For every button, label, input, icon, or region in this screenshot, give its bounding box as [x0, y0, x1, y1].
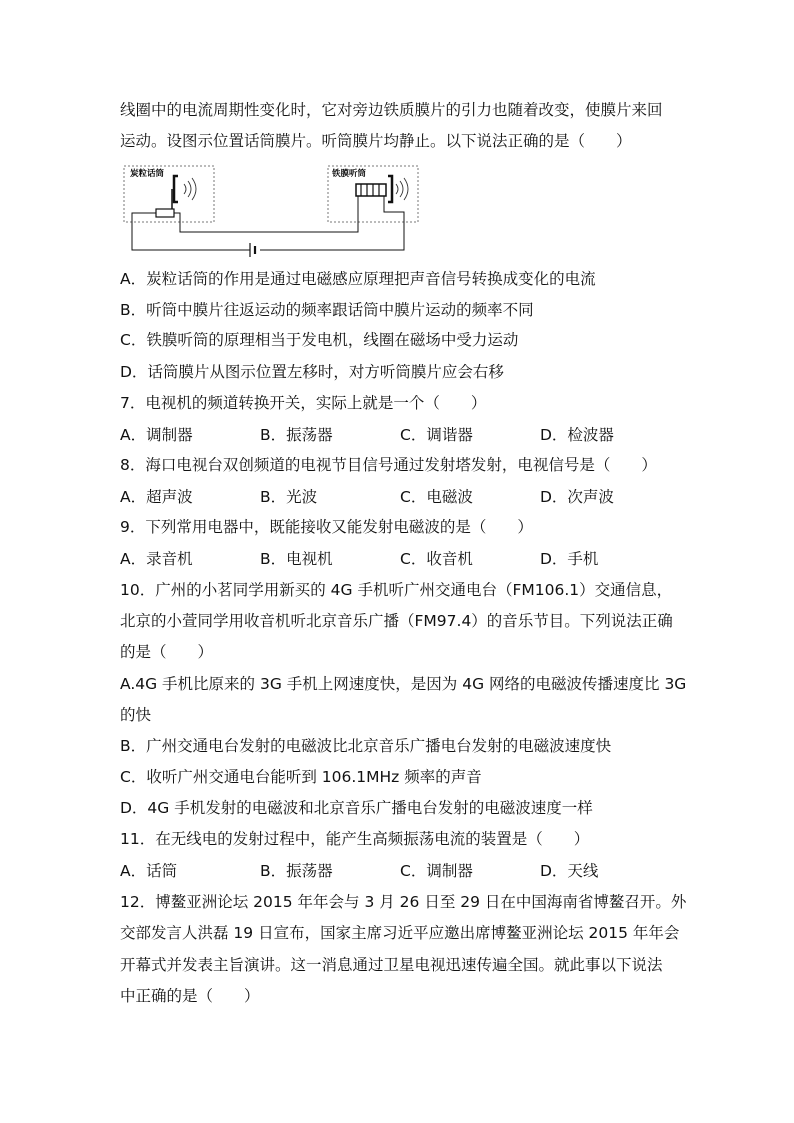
- q11-stem: 11．在无线电的发射过程中，能产生高频振荡电流的装置是（ ）: [120, 830, 590, 848]
- q10-option-a: A.4G 手机比原来的 3G 手机上网速度快，是因为 4G 网络的电磁波传播速度比 3G: [120, 675, 687, 693]
- q11-option-a: A．话筒: [120, 862, 178, 880]
- q9-option-a: A．录音机: [120, 550, 193, 568]
- q9-stem: 9．下列常用电器中，既能接收又能发射电磁波的是（ ）: [120, 518, 533, 536]
- q10-stem-line-1: 10．广州的小茗同学用新买的 4G 手机听广州交通电台（FM106.1）交通信息，: [120, 581, 673, 599]
- intro-line-1: 线圈中的电流周期性变化时，它对旁边铁质膜片的引力也随着改变，使膜片来回: [120, 101, 663, 119]
- q11-option-c: C．调制器: [400, 862, 473, 880]
- q6-option-a: A．炭粒话筒的作用是通过电磁感应原理把声音信号转换成变化的电流: [120, 270, 596, 288]
- q8-option-a: A．超声波: [120, 488, 193, 506]
- carbon-mic-label: 炭粒话筒: [130, 169, 165, 179]
- q7-stem: 7．电视机的频道转换开关，实际上就是一个（ ）: [120, 394, 487, 412]
- iron-earpiece-label: 铁膜听筒: [332, 169, 367, 179]
- q8-option-d: D．次声波: [540, 488, 614, 506]
- q10-option-b: B．广州交通电台发射的电磁波比北京音乐广播电台发射的电磁波速度快: [120, 737, 612, 755]
- q12-stem-line-2: 交部发言人洪磊 19 日宣布，国家主席习近平应邀出席博鳌亚洲论坛 2015 年年会: [120, 924, 680, 942]
- q11-option-d: D．天线: [540, 862, 599, 880]
- q8-option-b: B．光波: [260, 488, 318, 506]
- q8-option-c: C．电磁波: [400, 488, 473, 506]
- q7-option-c: C．调谐器: [400, 426, 473, 444]
- q10-stem-line-3: 的是（ ）: [120, 643, 214, 661]
- q10-option-a-cont: 的快: [120, 706, 152, 724]
- q6-option-b: B．听筒中膜片往返运动的频率跟话筒中膜片运动的频率不同: [120, 301, 534, 319]
- q7-option-b: B．振荡器: [260, 426, 333, 444]
- q6-option-d: D．话筒膜片从图示位置左移时，对方听筒膜片应会右移: [120, 363, 504, 381]
- intro-line-2: 运动。设图示位置话筒膜片。听筒膜片均静止。以下说法正确的是（ ）: [120, 132, 632, 150]
- q12-stem-line-4: 中正确的是（ ）: [120, 987, 260, 1005]
- mic-diaphragm-icon: [174, 176, 178, 202]
- q12-stem-line-1: 12．博鳌亚洲论坛 2015 年年会与 3 月 26 日至 29 日在中国海南省博鳌召开。外: [120, 893, 687, 911]
- q10-option-c: C．收听广州交通电台能听到 106.1MHz 频率的声音: [120, 768, 482, 786]
- carbon-granule-icon: [156, 209, 174, 217]
- q10-stem-line-2: 北京的小萱同学用收音机听北京音乐广播（FM97.4）的音乐节目。下列说法正确: [120, 612, 673, 630]
- q11-option-b: B．振荡器: [260, 862, 333, 880]
- telephone-circuit-figure: [122, 162, 422, 258]
- q9-option-b: B．电视机: [260, 550, 333, 568]
- q8-stem: 8．海口电视台双创频道的电视节目信号通过发射塔发射，电视信号是（ ）: [120, 456, 657, 474]
- q12-stem-line-3: 开幕式并发表主旨演讲。这一消息通过卫星电视迅速传遍全国。就此事以下说法: [120, 956, 663, 974]
- q9-option-d: D．手机: [540, 550, 599, 568]
- q7-option-d: D．检波器: [540, 426, 614, 444]
- q10-option-d: D．4G 手机发射的电磁波和北京音乐广播电台发射的电磁波速度一样: [120, 799, 593, 817]
- earpiece-diaphragm-icon: [388, 176, 392, 202]
- q6-option-c: C．铁膜听筒的原理相当于发电机，线圈在磁场中受力运动: [120, 331, 519, 349]
- q9-option-c: C．收音机: [400, 550, 473, 568]
- q7-option-a: A．调制器: [120, 426, 193, 444]
